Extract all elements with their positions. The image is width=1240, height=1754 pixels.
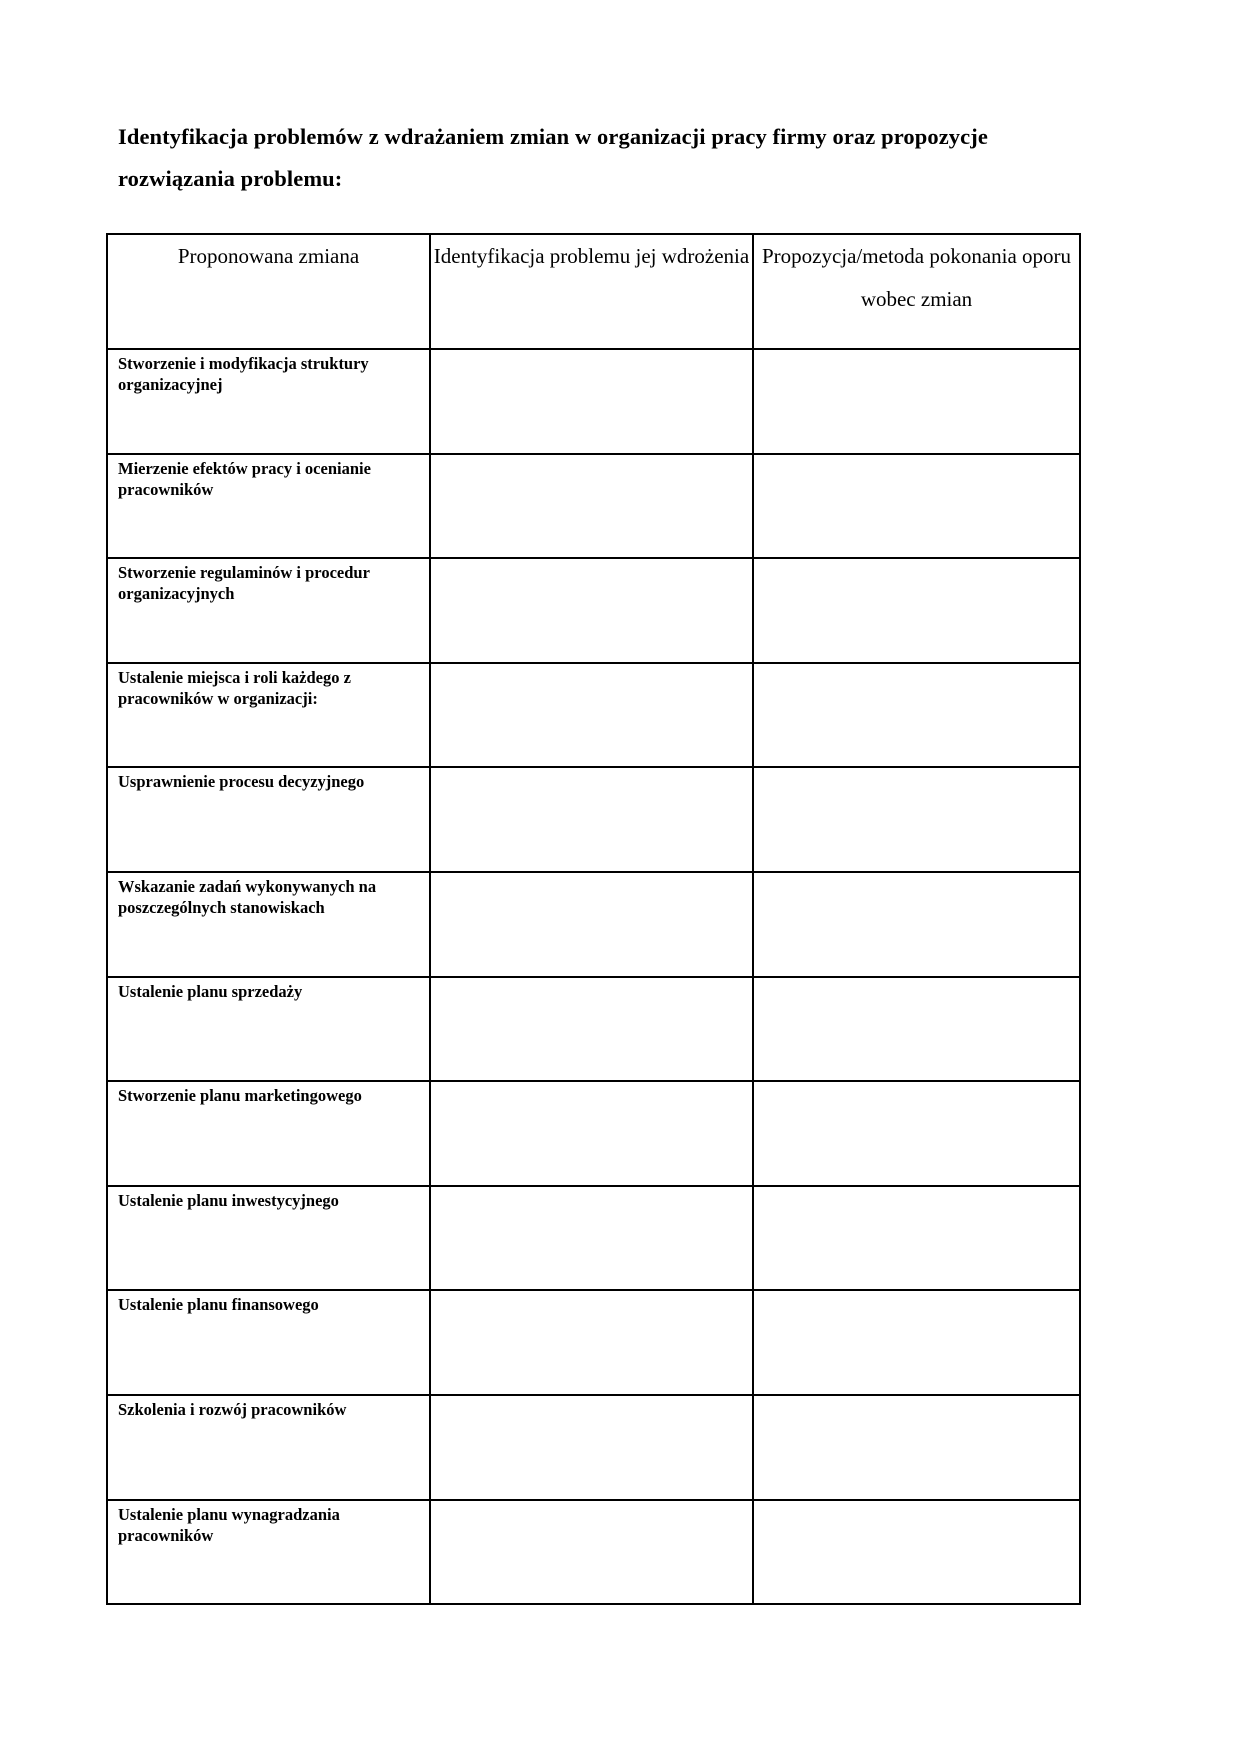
resistance-method-cell[interactable] [753,663,1080,768]
proposed-change-cell: Ustalenie planu finansowego [107,1290,430,1395]
proposed-change-cell: Ustalenie planu wynagradzania pracowników [107,1500,430,1605]
problem-identification-cell[interactable] [430,1081,753,1186]
problem-identification-cell[interactable] [430,349,753,454]
resistance-method-cell[interactable] [753,558,1080,663]
resistance-method-cell[interactable] [753,977,1080,1082]
proposed-change-cell: Usprawnienie procesu decyzyjnego [107,767,430,872]
table-row [107,1500,1080,1605]
header-resistance-method: Propozycja/metoda pokonania oporu wobec zmian [753,234,1080,349]
problem-identification-cell[interactable] [430,977,753,1082]
resistance-method-cell[interactable] [753,1186,1080,1291]
resistance-method-cell[interactable] [753,1500,1080,1605]
proposed-change-cell: Stworzenie planu marketingowego [107,1081,430,1186]
problem-identification-cell[interactable] [430,872,753,977]
resistance-method-cell[interactable] [753,1081,1080,1186]
problem-identification-cell[interactable] [430,663,753,768]
resistance-method-cell[interactable] [753,454,1080,559]
header-proposed-change: Proponowana zmiana [107,234,430,349]
proposed-change-cell: Mierzenie efektów pracy i ocenianie pracowników [107,454,430,559]
problem-identification-cell[interactable] [430,1500,753,1605]
resistance-method-cell[interactable] [753,1395,1080,1500]
proposed-change-cell: Ustalenie miejsca i roli każdego z pracowników w organizacji: [107,663,430,768]
table-row [107,977,1080,1082]
problem-identification-cell[interactable] [430,454,753,559]
table-row [107,872,1080,977]
changes-table [106,233,1081,1605]
resistance-method-cell[interactable] [753,1290,1080,1395]
table-row [107,1186,1080,1291]
problem-identification-cell[interactable] [430,1186,753,1291]
table-row [107,558,1080,663]
resistance-method-cell[interactable] [753,349,1080,454]
problem-identification-cell[interactable] [430,767,753,872]
problem-identification-cell[interactable] [430,558,753,663]
resistance-method-cell[interactable] [753,767,1080,872]
header-problem-identification: Identyfikacja problemu jej wdrożenia [430,234,753,349]
proposed-change-cell: Ustalenie planu inwestycyjnego [107,1186,430,1291]
table-row [107,663,1080,768]
proposed-change-cell: Szkolenia i rozwój pracowników [107,1395,430,1500]
resistance-method-cell[interactable] [753,872,1080,977]
proposed-change-cell: Stworzenie regulaminów i procedur organizacyjnych [107,558,430,663]
problem-identification-cell[interactable] [430,1395,753,1500]
problem-identification-cell[interactable] [430,1290,753,1395]
proposed-change-cell: Ustalenie planu sprzedaży [107,977,430,1082]
table-row [107,767,1080,872]
table-row [107,454,1080,559]
table-row [107,1395,1080,1500]
table-header-row [107,234,1080,349]
table-row [107,349,1080,454]
document-title: Identyfikacja problemów z wdrażaniem zmian w organizacji pracy firmy oraz propozycje rozwiązania problemu: [118,124,988,191]
proposed-change-cell: Wskazanie zadań wykonywanych na poszczególnych stanowiskach [107,872,430,977]
table-row [107,1290,1080,1395]
table-row [107,1081,1080,1186]
proposed-change-cell: Stworzenie i modyfikacja struktury organizacyjnej [107,349,430,454]
